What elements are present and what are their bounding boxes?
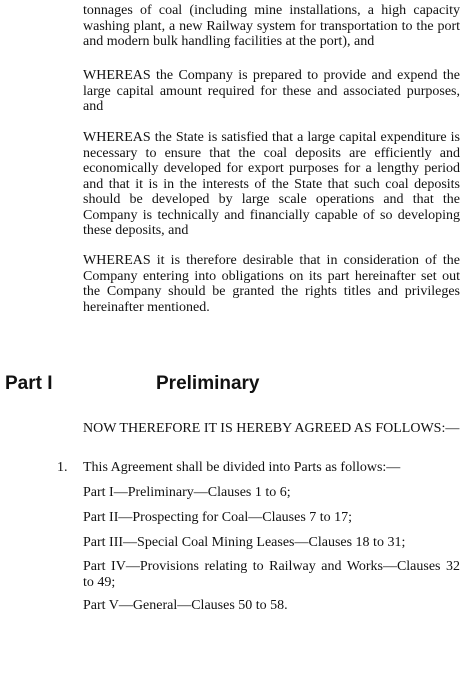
clause-part-item: Part III—Special Coal Mining Leases—Clauses 18 to 31; [83, 535, 406, 550]
recital-continuation: tonnages of coal (including mine installations, a high capacity washing plant, a new Railway system for transportation to the port and modern bulk handling facilities at the port), and [83, 3, 460, 49]
clause-part-item: Part V—General—Clauses 50 to 58. [83, 598, 288, 613]
clause-text: This Agreement shall be divided into Parts as follows:— [83, 460, 401, 475]
clause-part-item: Part II—Prospecting for Coal—Clauses 7 to 17; [83, 510, 353, 525]
clause-part-item: Part I—Preliminary—Clauses 1 to 6; [83, 485, 291, 500]
recital-whereas-desirable: WHEREAS it is therefore desirable that in consideration of the Company entering into obligations on its part hereinafter set out the Company should be granted the rights titles and privileges hereinafter mentioned. [83, 253, 460, 315]
part-title: Preliminary [156, 373, 260, 394]
agreed-text: NOW THEREFORE IT IS HEREBY AGREED AS FOLLOWS:— [83, 421, 460, 436]
clause-part-item: Part IV—Provisions relating to Railway and Works—Clauses 32 to 49; [83, 559, 460, 590]
recital-whereas-capital: WHEREAS the Company is prepared to provide and expend the large capital amount required for these and associated purposes, and [83, 68, 460, 114]
recital-whereas-state: WHEREAS the State is satisfied that a large capital expenditure is necessary to ensure that the coal deposits are efficiently and economically developed for export purposes for a lengthy period and that it is in the interests of the State that such coal deposits should be developed by large scale operations and that the Company is technically and financially capable of so developing these deposits, and [83, 130, 460, 238]
part-label: Part I [5, 373, 53, 394]
clause-number: 1. [57, 460, 68, 475]
